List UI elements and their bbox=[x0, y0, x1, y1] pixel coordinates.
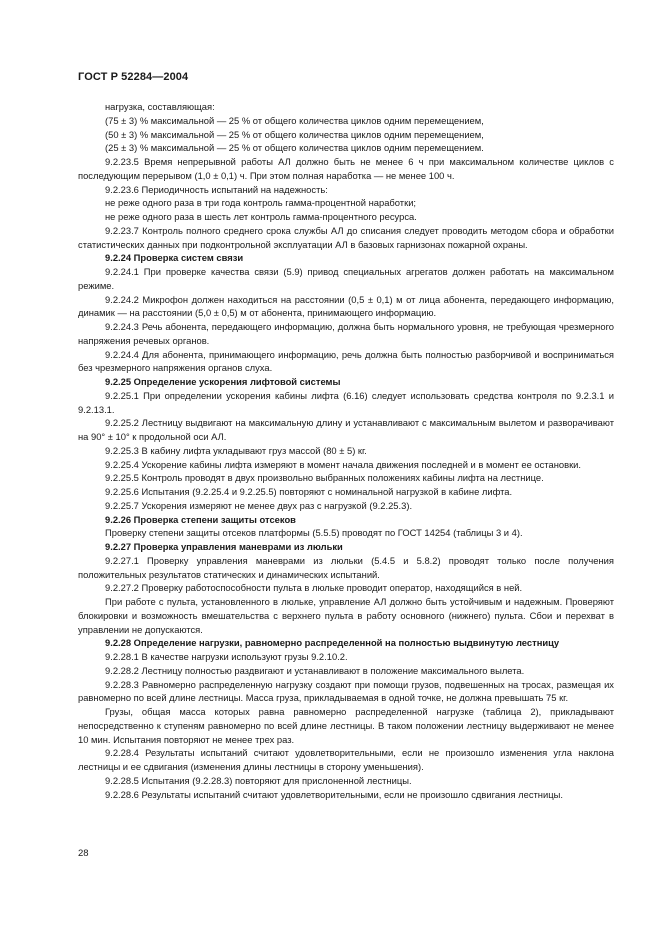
paragraph: 9.2.24.4 Для абонента, принимающего информацию, речь должна быть полностью разборчивой и восприниматься без чрезмерного напряжения органов слуха. bbox=[78, 348, 614, 374]
paragraph: 9.2.25.4 Ускорение кабины лифта измеряют в момент начала движения последней и в момент ее остановки. bbox=[105, 458, 582, 470]
paragraph: 9.2.25.3 В кабину лифта укладывают груз массой (80 ± 5) кг. bbox=[105, 444, 367, 456]
paragraph: 9.2.25.1 При определении ускорения кабины лифта (6.16) следует использовать средства контроля по 9.2.3.1 и 9.2.13.1. bbox=[78, 389, 614, 415]
section-heading: 9.2.28 Определение нагрузки, равномерно распределенной на полностью выдвинутую лестницу bbox=[105, 637, 560, 649]
paragraph: 9.2.28.2 Лестницу полностью раздвигают и устанавливают в положение максимального вылета. bbox=[105, 664, 525, 676]
section-heading: 9.2.27 Проверка управления маневрами из люльки bbox=[105, 541, 343, 552]
paragraph: 9.2.24.2 Микрофон должен находиться на расстоянии (0,5 ± 0,1) м от лица абонента, передающего информацию, динамик — на расстоянии (5,0 ± 0,5) м от абонента, принимающего информацию. bbox=[78, 293, 614, 319]
paragraph: 9.2.25.6 Испытания (9.2.25.4 и 9.2.25.5) повторяют с номинальной нагрузкой в кабине лифта. bbox=[105, 486, 513, 497]
paragraph: Грузы, общая масса которых равна равномерно распределенной нагрузке (таблица 2), прикладывают непосредственно к ступеням равномерно по всей длине лестницы. В таком положении лестницу выдерживают не менее 10 мин. Испытания повторяют не менее трех раз. bbox=[78, 706, 614, 745]
paragraph: (25 ± 3) % максимальной — 25 % от общего количества циклов одним перемещением. bbox=[105, 142, 484, 154]
paragraph: нагрузка, составляющая: bbox=[105, 101, 215, 112]
paragraph: 9.2.25.2 Лестницу выдвигают на максимальную длину и устанавливают с максимальным вылетом и разворачивают на 90° ± 10° к продольной оси АЛ. bbox=[78, 417, 614, 442]
paragraph: 9.2.27.1 Проверку управления маневрами из люльки (5.4.5 и 5.8.2) проводят только после получения положительных результатов статических и динамических испытаний. bbox=[78, 554, 614, 580]
paragraph: 9.2.28.5 Испытания (9.2.28.3) повторяют для прислоненной лестницы. bbox=[105, 774, 412, 786]
paragraph: 9.2.23.5 Время непрерывной работы АЛ должно быть не менее 6 ч при максимальном количестве циклов с последующим перерывом (1,0 ± 0,1) ч. При этом полная наработка — не менее 100 ч. bbox=[78, 156, 614, 181]
paragraph: (50 ± 3) % максимальной — 25 % от общего количества циклов одним перемещением, bbox=[105, 128, 484, 140]
document-body bbox=[78, 100, 614, 801]
paragraph: 9.2.25.7 Ускорения измеряют не менее двух раз с нагрузкой (9.2.25.3). bbox=[105, 499, 413, 511]
paragraph: При работе с пульта, установленного в люльке, управление АЛ должно быть устойчивым и надежным. Проверяют блокировки и возможность вмешательства с верхнего пульта в работу основного (нижнего) пульта. Сбои и перехват в управлении не допускаются. bbox=[78, 596, 614, 635]
paragraph: Проверку степени защиты отсеков платформы (5.5.5) проводят по ГОСТ 14254 (таблицы 3 и 4). bbox=[105, 527, 523, 539]
paragraph: 9.2.25.5 Контроль проводят в двух произвольно выбранных положениях кабины лифта на лестнице. bbox=[105, 472, 544, 484]
paragraph: 9.2.28.1 В качестве нагрузки используют грузы 9.2.10.2. bbox=[105, 651, 348, 662]
section-heading: 9.2.25 Определение ускорения лифтовой системы bbox=[105, 376, 341, 387]
paragraph: 9.2.28.4 Результаты испытаний считают удовлетворительными, если не произошло изменения угла наклона лестницы и ее сдвигания (изменения длины лестницы в сторону уменьшения). bbox=[78, 747, 614, 772]
page-number: 28 bbox=[78, 848, 89, 859]
paragraph: не реже одного раза в три года контроль гамма-процентной наработки; bbox=[105, 197, 417, 209]
paragraph: 9.2.27.2 Проверку работоспособности пульта в люльке проводит оператор, находящийся в ней. bbox=[105, 582, 523, 594]
paragraph: 9.2.24.1 При проверке качества связи (5.9) привод специальных агрегатов должен работать на максимальном режиме. bbox=[78, 266, 614, 291]
section-heading: 9.2.24 Проверка систем связи bbox=[105, 252, 244, 264]
paragraph: 9.2.24.3 Речь абонента, передающего информацию, должна быть нормального уровня, не требующая чрезмерного напряжения речевых органов. bbox=[78, 321, 614, 346]
paragraph: 9.2.23.7 Контроль полного среднего срока службы АЛ до списания следует проводить методом сбора и обработки статистических данных при подконтрольной эксплуатации АЛ в базовых гарнизонах пожарной охраны. bbox=[78, 224, 614, 250]
paragraph: 9.2.28.6 Результаты испытаний считают удовлетворительными, если не произошло сдвигания лестницы. bbox=[105, 788, 563, 800]
document-header: ГОСТ Р 52284—2004 bbox=[78, 71, 189, 83]
paragraph: не реже одного раза в шесть лет контроль гамма-процентного ресурса. bbox=[105, 211, 417, 222]
paragraph: 9.2.23.6 Периодичность испытаний на надежность: bbox=[105, 183, 328, 195]
section-heading: 9.2.26 Проверка степени защиты отсеков bbox=[105, 513, 296, 525]
paragraph: (75 ± 3) % максимальной — 25 % от общего количества циклов одним перемещением, bbox=[105, 114, 484, 126]
paragraph: 9.2.28.3 Равномерно распределенную нагрузку создают при помощи грузов, подвешенных на тросах, размещая их равномерно по всей длине лестницы. Масса груза, прикладываемая в одной точке, не должна превышать 75 кг. bbox=[78, 678, 614, 704]
